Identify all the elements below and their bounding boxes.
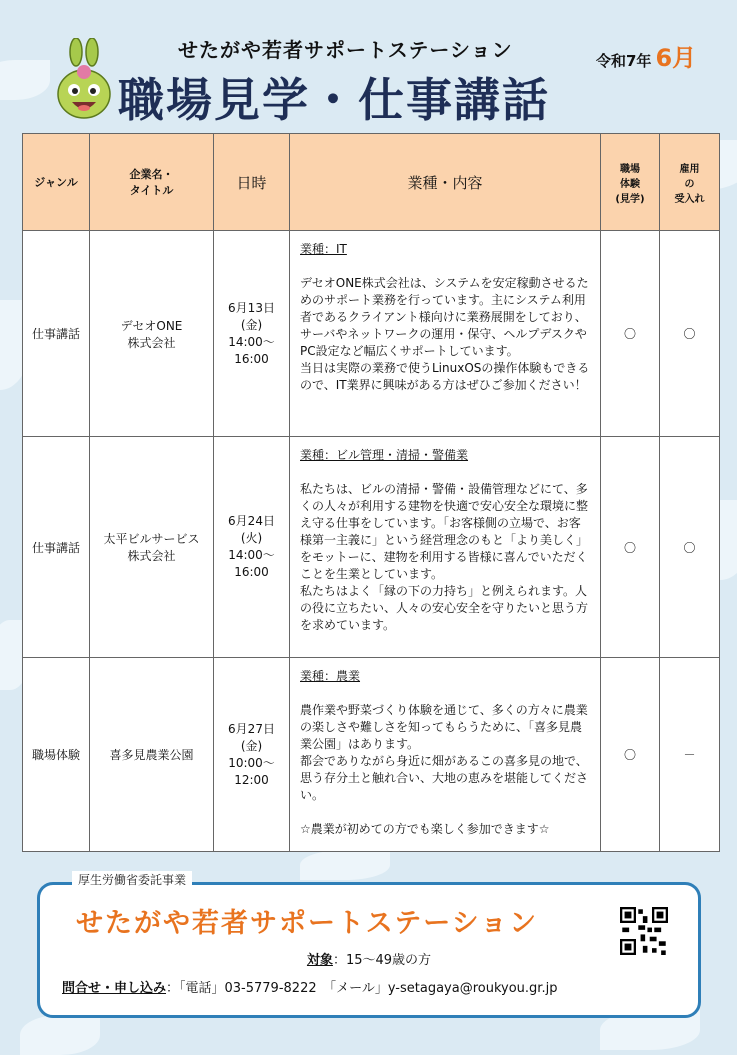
row-company: 喜多見農業公園 <box>90 658 214 852</box>
row-description: 農作業や野菜づくり体験を通じて、多くの方々に農業の楽しさや難しさを知ってもらうために、「喜多見農業公園」はあります。 都会でありながら身近に畑があるこの喜多見の地で、思う存分土と触れ合い、大地の恵みを堪能してください。 ☆農業が初めての方でも楽しく参加できます☆ <box>300 703 589 836</box>
row-content <box>290 658 601 852</box>
row-time: 14:00～ 16:00 <box>228 548 275 579</box>
row-genre: 職場体験 <box>23 658 90 852</box>
table-row <box>23 231 720 437</box>
table-row <box>23 437 720 658</box>
contact-value: ：「電話」03-5779-8222 「メール」y-setagaya@roukyou.gr.jp <box>166 981 558 996</box>
row-genre: 仕事講話 <box>23 437 90 658</box>
footer-tag: 厚生労働省委託事業 <box>72 871 192 888</box>
footer-target <box>40 949 698 968</box>
row-datetime <box>214 658 290 852</box>
target-value: ：15～49歳の方 <box>332 953 432 968</box>
col-experience-header: 職場 体験 (見学) <box>601 134 660 231</box>
row-genre: 仕事講話 <box>23 231 90 437</box>
row-date: 6月24日 <box>228 514 275 528</box>
row-weekday: (火) <box>240 531 263 545</box>
row-experience-mark: 〇 <box>601 658 660 852</box>
target-label: 対象 <box>306 953 333 968</box>
page-title: 職場見学・仕事講話 <box>118 73 550 127</box>
row-weekday: (金) <box>240 317 263 332</box>
footer-organization: せたがや若者サポートステーション <box>76 908 539 939</box>
footer-contact <box>62 977 557 996</box>
row-industry: 業種：IT <box>300 242 347 256</box>
col-genre-header: ジャンル <box>23 134 90 231</box>
row-experience-mark: 〇 <box>601 437 660 658</box>
row-company: 太平ビルサービス 株式会社 <box>90 437 214 658</box>
row-time: 14:00～ 16:00 <box>228 334 275 366</box>
header-era: 令和7年 <box>596 52 652 70</box>
header-organization: せたがや若者サポートステーション <box>178 38 513 62</box>
row-industry: 業種：ビル管理・清掃・警備業 <box>300 448 469 462</box>
contact-label: 問合せ・申し込み <box>62 981 167 996</box>
header-month: 6月 <box>655 44 697 72</box>
row-description: デセオONE株式会社は、システムを安定稼動させるためのサポート業務を行っています。主にシステム利用者であるクライアント様向けに業務展開をしており、サーバやネットワークの運用・保守、ヘルプデスクやPC設定など幅広くサポートしています。 当日は実際の業務で使うLinuxOSの操作体験もできるので、IT業界に興味がある方はぜひご参加ください！ <box>300 276 590 392</box>
header <box>0 0 737 130</box>
row-weekday: (金) <box>240 738 263 753</box>
col-datetime-header: 日時 <box>214 134 290 231</box>
events-table <box>22 133 720 852</box>
row-content <box>290 231 601 437</box>
row-employment-mark: － <box>660 658 720 852</box>
row-company: デセオONE 株式会社 <box>90 231 214 437</box>
row-date: 6月13日 <box>228 300 275 315</box>
row-employment-mark: 〇 <box>660 231 720 437</box>
table-row <box>23 658 720 852</box>
row-date: 6月27日 <box>228 721 275 736</box>
col-employment-header: 雇用 の 受入れ <box>660 134 720 231</box>
footer-box <box>37 882 701 1018</box>
row-datetime <box>214 231 290 437</box>
row-content <box>290 437 601 658</box>
row-time: 10:00～ 12:00 <box>228 755 275 787</box>
row-industry: 業種：農業 <box>300 669 361 683</box>
row-employment-mark: 〇 <box>660 437 720 658</box>
mascot-icon <box>48 38 118 130</box>
table-header-row <box>23 134 720 231</box>
row-description: 私たちは、ビルの清掃・警備・設備管理などにて、多くの人々が利用する建物を快適で安心安全な環境に整え守る仕事をしています。「お客様側の立場で、お客様第一主義に」という経営理念のもと「より美しく」をモットーに、建物を利用する皆様に喜んでいただくことを生業としています。 私たちはよく「縁の下の力持ち」と例えられます。人の役に立ちたい、人々の安心安全を守りたいと思う方を求めています。 <box>300 482 589 632</box>
row-datetime <box>214 437 290 658</box>
col-company-header: 企業名・ タイトル <box>90 134 214 231</box>
col-content-header: 業種・内容 <box>290 134 601 231</box>
row-experience-mark: 〇 <box>601 231 660 437</box>
header-date <box>596 38 696 73</box>
qr-code-icon <box>620 907 668 955</box>
